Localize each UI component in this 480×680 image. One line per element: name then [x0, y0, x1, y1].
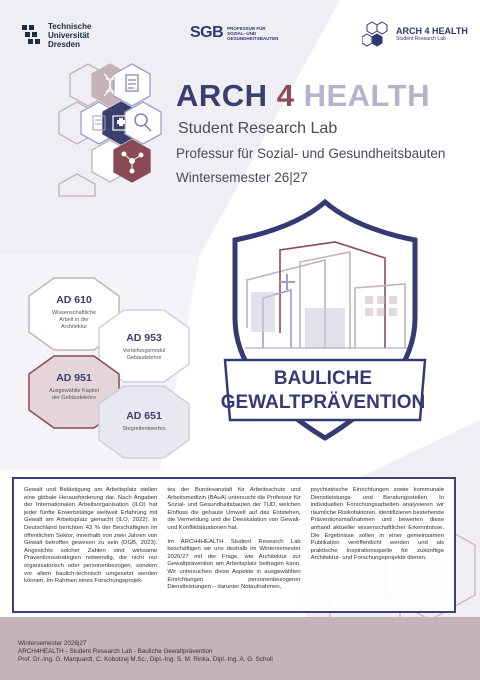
arch4health-logo[interactable] [362, 20, 468, 48]
sgb-logo[interactable] [190, 24, 287, 42]
course-desc: Ausgewählte Kapitel [49, 388, 99, 394]
course-code: AD 951 [56, 372, 92, 384]
shield-illustration [215, 198, 480, 453]
professorship: Professur für Sozial- und Gesundheitsbauten [176, 146, 446, 161]
course-desc: Vertiefungsmodul [122, 348, 166, 354]
tud-mark-icon [22, 25, 42, 47]
sgb-line2: SOZIAL- UND [227, 30, 257, 36]
course-desc: Arbeit in der [59, 317, 89, 323]
page-title [176, 78, 430, 114]
course-ad951[interactable] [30, 372, 118, 402]
tud-line1: Technische [48, 22, 92, 31]
subtitle: Student Research Lab [178, 120, 338, 137]
course-ad651[interactable] [100, 410, 188, 433]
course-desc: Wissenschaftliche [51, 310, 97, 316]
course-ad610[interactable] [30, 294, 118, 331]
title-arch: ARCH [176, 78, 268, 113]
course-desc: Stegreifentwerfen [122, 426, 166, 432]
text-column-1 [24, 487, 157, 603]
course-desc: Architektur [60, 324, 88, 330]
tud-line2: Universität [48, 31, 90, 40]
paragraph: Im ARCH4HEALTH Student Research Lab beschäftigen wir uns deshalb im Wintersemester 2026/27 mit der Frage, wie Architektur zur Gewaltprävention am Arbeitsplatz beitragen kann. Wir untersuchen diese Aspekte in ausgewählten Einrichtungen personenbezogener Dienstleistungen – darunter Notaufnahmen, [167, 538, 301, 591]
course-code: AD 651 [126, 410, 162, 422]
a4h-sub: Student Research Lab [396, 36, 446, 42]
sgb-line1: PROFESSUR FÜR [227, 25, 266, 31]
course-desc: Gebäudelehre [126, 355, 162, 361]
footer-text [18, 640, 273, 664]
course-ad953[interactable] [100, 332, 188, 362]
hexagon-cluster-icon [362, 20, 392, 48]
sgb-logo-text: SGB [190, 24, 224, 41]
text-column-3 [311, 487, 444, 603]
title-health: HEALTH [303, 78, 430, 113]
course-desc: der Gebäudelehre [51, 395, 97, 401]
semester: Wintersemester 26|27 [176, 170, 308, 185]
tud-logo[interactable] [22, 22, 91, 49]
paragraph: tes der Bundesanstalt für Arbeitsschutz und Arbeitsmedizin (BAuA) untersucht die Professur für Sozial- und Gesundheitsbauten der TUD, welchen Einfluss die gebaute Umwelt auf das Entstehen, die Vermeidung und die Deeskalation von Gewalt- und Konfliktsituationen hat. [167, 487, 301, 531]
cross-icon [279, 274, 295, 290]
footer-line1: Wintersemester 2026|27 [18, 640, 87, 647]
footer-line3: Prof. Dr.-Ing. G. Marquardt, C. Kobotzej M.Sc., Dipl.-Ing. S. M. Rinka, Dipl.-Ing. A. G. Scholl [18, 656, 273, 663]
paragraph: Gewalt und Belästigung am Arbeitsplatz stellen eine globale Herausforderung dar. Nach Angaben der Internationalen Arbeitsorganisation (ILO) hat jeder fünfte Erwerbstätige weltweit Erfahrung mit Gewalt am Arbeitsplatz gemacht (ILO, 2022). In Deutschland berichten 43 % der Beschäftigten im öffentlichen Sektor, innerhalb von zwei Jahren von Gewalt betroffen gewesen zu sein (DGB, 2023). Angesichts solcher Zahlen sind wirksame Präventionsstrategien notwendig, die nicht nur organisatorisch oder personenbezogen, sondern vor allem baulich-technisch umgesetzt werden können. Im Rahmen eines Forschungsprojek- [24, 487, 158, 585]
description-textbox [12, 477, 456, 613]
course-code: AD 953 [126, 332, 162, 344]
paragraph: psychiatrische Einrichtungen sowie kommunale Dienstleistungs- und Beratungsstellen. In individuellen Forschungsarbeiten analysieren wir räumliche Risikofaktoren, identifizieren bestehende Präventionsmaßnahmen und bewerten diese anhand aktueller wissenschaftlicher Erkenntnisse. Die Ergebnisse sollen in einer gemeinsamen Publikation veröffentlicht werden und als praktische Inspirationsquelle für zukünftige Architektur- und Forschungsprojekte dienen. [310, 487, 444, 562]
tud-line3: Dresden [48, 40, 81, 49]
footer-line2: ARCH4HEALTH - Student Research Lab - Bauliche Gewaltprävention [18, 648, 213, 655]
sgb-line3: GESUNDHEITSBAUTEN [227, 35, 279, 41]
course-code: AD 610 [56, 294, 92, 306]
shield-title-line2: GEWALTPRÄVENTION [220, 392, 426, 413]
hexagon-icon-cluster [48, 62, 178, 197]
title-4: 4 [276, 78, 295, 113]
text-column-2 [167, 487, 300, 603]
shield-title-line1: BAULICHE [273, 368, 373, 389]
a4h-name: ARCH 4 HEALTH [396, 26, 468, 36]
